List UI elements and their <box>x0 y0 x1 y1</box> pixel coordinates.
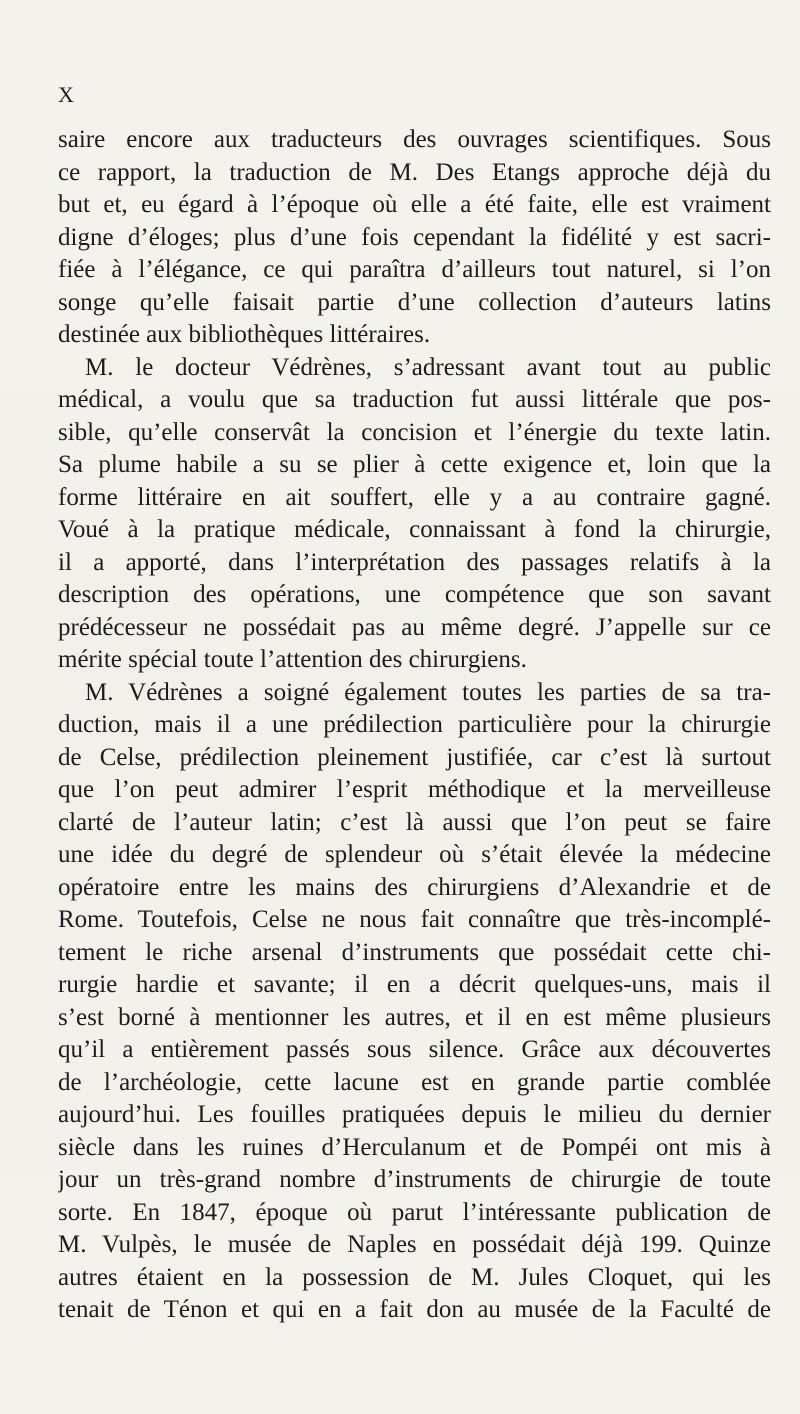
text-line: forme littéraire en ait souffert, elle y a au contraire gagné. <box>58 483 771 511</box>
text-line: de Celse, prédilection pleinement justifiée, car c’est là surtout <box>58 743 771 771</box>
text-line: duction, mais il a une prédilection particulière pour la chirurgie <box>58 711 771 738</box>
text-line: Sa plume habile a su se plier à cette exigence et, loin que la <box>58 451 771 478</box>
paragraph <box>58 352 771 677</box>
text-line: jour un très-grand nombre d’instruments de chirurgie de toute <box>58 1166 771 1193</box>
text-line: siècle dans les ruines d’Herculanum et de Pompéi ont mis à <box>58 1133 771 1161</box>
text-line: digne d’éloges; plus d’une fois cependant la fidélité y est sacri- <box>58 223 771 251</box>
text-line: médical, a voulu que sa traduction fut aussi littérale que pos- <box>58 386 771 413</box>
text-line: Rome. Toutefois, Celse ne nous fait connaître que très-incomplé- <box>58 906 771 933</box>
text-line: songe qu’elle faisait partie d’une collection d’auteurs latins <box>58 288 771 316</box>
text-line: but et, eu égard à l’époque où elle a été faite, elle est vraiment <box>58 191 771 218</box>
paragraph <box>58 124 771 352</box>
text-line: destinée aux bibliothèques littéraires. <box>58 321 431 348</box>
text-line: s’est borné à mentionner les autres, et il en est même plusieurs <box>58 1003 771 1031</box>
text-line: mérite spécial toute l’attention des chirurgiens. <box>58 646 527 673</box>
text-line: sorte. En 1847, époque où parut l’intéressante publication de <box>58 1198 771 1226</box>
text-line: rurgie hardie et savante; il en a décrit quelques-uns, mais il <box>58 971 771 998</box>
text-line: aujourd’hui. Les fouilles pratiquées depuis le milieu du dernier <box>58 1101 771 1128</box>
text-line: prédécesseur ne possédait pas au même degré. J’appelle sur ce <box>58 613 771 641</box>
text-line: M. le docteur Védrènes, s’adressant avant tout au public <box>85 353 771 381</box>
text-line: une idée du degré de splendeur où s’était élevée la médecine <box>58 841 771 868</box>
text-line: opératoire entre les mains des chirurgiens d’Alexandrie et de <box>58 873 771 901</box>
text-line: M. Vulpès, le musée de Naples en possédait déjà 199. Quinze <box>58 1231 771 1258</box>
text-line: clarté de l’auteur latin; c’est là aussi que l’on peut se faire <box>58 808 771 836</box>
text-line: description des opérations, une compétence que son savant <box>58 581 771 608</box>
text-line: de l’archéologie, cette lacune est en grande partie comblée <box>58 1068 771 1096</box>
text-line: tement le riche arsenal d’instruments que possédait cette chi- <box>58 938 771 966</box>
text-line: autres étaient en la possession de M. Jules Cloquet, qui les <box>58 1263 771 1291</box>
text-line: sible, qu’elle conservât la concision et l’énergie du texte latin. <box>58 418 771 446</box>
text-line: ce rapport, la traduction de M. Des Etangs approche déjà du <box>58 158 771 186</box>
page-number: X <box>58 82 75 107</box>
text-line: Voué à la pratique médicale, connaissant à fond la chirurgie, <box>58 516 771 543</box>
text-line: fiée à l’élégance, ce qui paraîtra d’ailleurs tout naturel, si l’on <box>58 256 771 283</box>
text-line: tenait de Ténon et qui en a fait don au musée de la Faculté de <box>58 1296 771 1323</box>
text-line: il a apporté, dans l’interprétation des passages relatifs à la <box>58 548 771 576</box>
paragraph <box>58 677 771 1327</box>
body-text <box>58 124 771 1327</box>
text-line: M. Védrènes a soigné également toutes les parties de sa tra- <box>85 678 771 706</box>
text-line: saire encore aux traducteurs des ouvrages scientifiques. Sous <box>58 126 771 153</box>
text-line: que l’on peut admirer l’esprit méthodique et la merveilleuse <box>58 776 771 803</box>
text-line: qu’il a entièrement passés sous silence. Grâce aux découvertes <box>58 1036 771 1063</box>
